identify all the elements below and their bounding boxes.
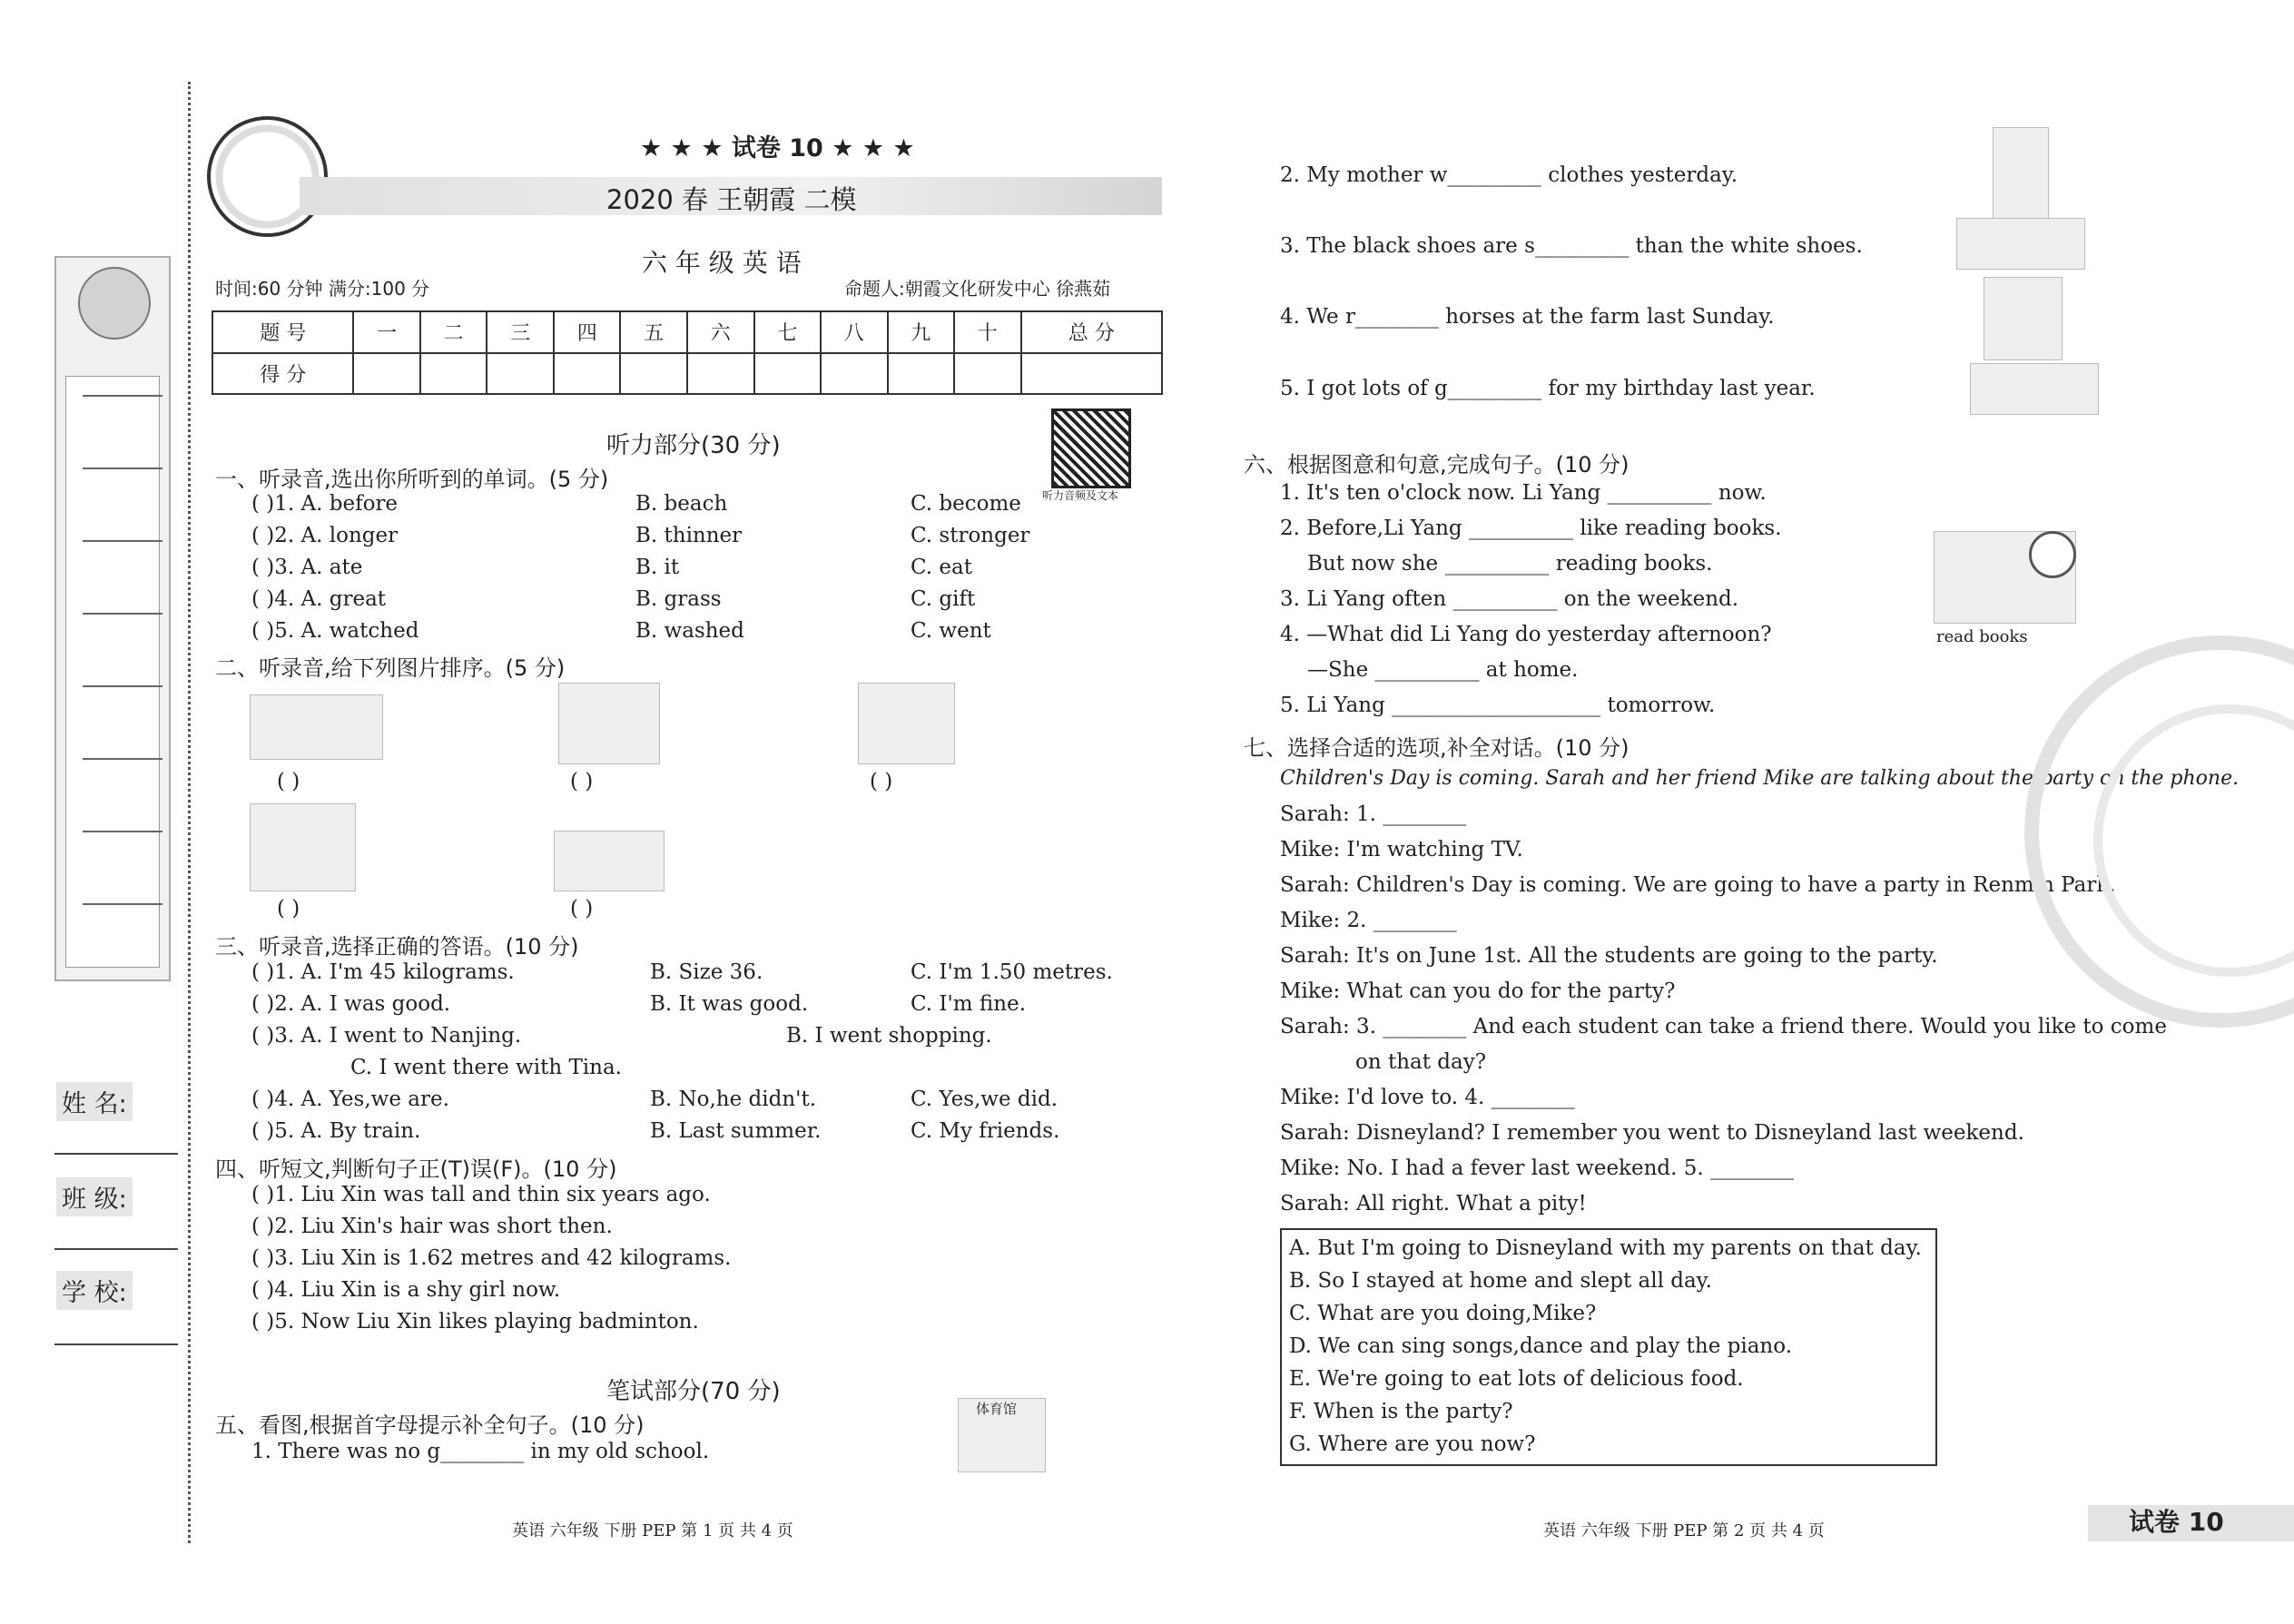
building-picture (554, 831, 665, 891)
score-table (212, 310, 1163, 395)
exam-title: 2020 春 王朝霞 二模 (606, 184, 857, 215)
s3-item-4-b: B. No,he didn't. (650, 1088, 817, 1111)
author-line: 命题人:朝霞文化研发中心 徐燕茹 (844, 278, 1111, 300)
s2-blank-2: ( ) (570, 770, 594, 793)
s2-blank-1: ( ) (277, 770, 300, 793)
picture-caption: read books (1936, 627, 2028, 646)
gifts-picture (1970, 363, 2099, 415)
s2-blank-5: ( ) (570, 897, 594, 920)
qr-code-icon[interactable] (1051, 408, 1131, 488)
option-item: A. But I'm going to Disneyland with my parents on that day. (1289, 1236, 1922, 1260)
paper-number: ★ ★ ★ 试卷 10 ★ ★ ★ (640, 134, 915, 162)
s3-item-5-c: C. My friends. (911, 1119, 1060, 1143)
s3-item-5-b: B. Last summer. (650, 1119, 822, 1143)
watermark-seal-icon (2024, 635, 2294, 1028)
s6-item-3: 3. Li Yang often __________ on the weekend. (1280, 587, 1739, 611)
class-label: 班 级: (56, 1177, 133, 1216)
classroom-picture (858, 683, 955, 764)
scholar-icon (78, 267, 151, 340)
score-head-cell: 二 (420, 311, 487, 353)
side-motto-panel (54, 256, 171, 981)
score-cell[interactable] (754, 353, 822, 395)
s5-item-5: 5. I got lots of g_________ for my birthday last year. (1280, 377, 1816, 400)
score-row-label: 得 分 (212, 353, 353, 395)
score-head-cell: 四 (554, 311, 621, 353)
score-cell[interactable] (353, 353, 420, 395)
horse-riding-picture (1984, 277, 2063, 360)
score-cell[interactable] (620, 353, 687, 395)
dialog-line: Sarah: All right. What a pity! (1280, 1192, 1587, 1216)
s3-item-4-c: C. Yes,we did. (911, 1088, 1058, 1111)
s6-item-2b: But now she __________ reading books. (1307, 552, 1713, 576)
s6-item-4b: —She __________ at home. (1307, 658, 1579, 682)
s1-item-1-b: B. beach (635, 492, 728, 516)
s1-item-4-b: B. grass (635, 587, 722, 611)
s2-blank-3: ( ) (870, 770, 893, 793)
score-head-cell: 三 (487, 311, 554, 353)
dialog-line: Sarah: 1. ________ (1280, 802, 1467, 826)
name-label: 姓 名: (56, 1082, 133, 1121)
score-cell[interactable] (954, 353, 1021, 395)
score-cell[interactable] (888, 353, 955, 395)
s3-item-1-b: B. Size 36. (650, 960, 763, 984)
s1-item-2-b: B. thinner (635, 524, 743, 547)
dialog-line: on that day? (1355, 1050, 1487, 1074)
option-item: D. We can sing songs,dance and play the piano. (1289, 1334, 1792, 1358)
score-cell[interactable] (1021, 353, 1162, 395)
s1-item-2-c: C. stronger (911, 524, 1030, 547)
s4-item-4: ( )4. Liu Xin is a shy girl now. (251, 1278, 561, 1302)
binding-dotted-line (188, 82, 191, 1543)
s6-item-5: 5. Li Yang ____________________ tomorrow. (1280, 694, 1716, 717)
writing-heading: 笔试部分(70 分) (606, 1378, 781, 1405)
score-cell[interactable] (687, 353, 754, 395)
s1-item-4-c: C. gift (911, 587, 976, 611)
s5-item-2: 2. My mother w_________ clothes yesterday. (1280, 163, 1738, 187)
boy-in-park-picture (250, 803, 356, 891)
motto-box (65, 376, 160, 968)
option-item: E. We're going to eat lots of delicious food. (1289, 1367, 1744, 1391)
s6-item-1: 1. It's ten o'clock now. Li Yang __________ now. (1280, 481, 1767, 505)
score-cell[interactable] (554, 353, 621, 395)
score-head-cell: 总 分 (1021, 311, 1162, 353)
score-cell[interactable] (821, 353, 888, 395)
mother-washing-picture (1993, 127, 2049, 224)
dialog-line: Mike: I'd love to. 4. ________ (1280, 1086, 1575, 1109)
s4-item-2: ( )2. Liu Xin's hair was short then. (251, 1215, 613, 1238)
dialog-line: Sarah: It's on June 1st. All the students are going to the party. (1280, 944, 1938, 968)
dialog-intro: Children's Day is coming. Sarah and her friend Mike are talking about the party on the phone. (1280, 767, 2240, 790)
s5-item-4: 4. We r________ horses at the farm last Sunday. (1280, 305, 1775, 329)
dialog-line: Sarah: 3. ________ And each student can take a friend there. Would you like to come (1280, 1015, 2167, 1038)
score-cell[interactable] (487, 353, 554, 395)
section-7-title: 七、选择合适的选项,补全对话。(10 分) (1244, 735, 1629, 761)
option-item: C. What are you doing,Mike? (1289, 1302, 1597, 1325)
s5-item-3: 3. The black shoes are s_________ than the white shoes. (1280, 234, 1863, 258)
footer-left: 英语 六年级 下册 PEP 第 1 页 共 4 页 (512, 1521, 793, 1540)
section-1-title: 一、听录音,选出你所听到的单词。(5 分) (215, 467, 609, 492)
s4-item-5: ( )5. Now Liu Xin likes playing badminton. (251, 1310, 699, 1334)
option-item: B. So I stayed at home and slept all day. (1289, 1269, 1712, 1293)
score-head-cell: 六 (687, 311, 754, 353)
s3-item-4-a: ( )4. A. Yes,we are. (251, 1088, 449, 1111)
dialog-line: Mike: I'm watching TV. (1280, 838, 1523, 861)
s5-item-1: 1. There was no g________ in my old school. (251, 1440, 710, 1463)
dialog-line: Mike: What can you do for the party? (1280, 979, 1676, 1003)
s3-item-2-b: B. It was good. (650, 992, 809, 1016)
footer-right: 英语 六年级 下册 PEP 第 2 页 共 4 页 (1543, 1521, 1825, 1540)
gym-sign: 体育馆 (976, 1401, 1018, 1417)
s3-item-1-c: C. I'm 1.50 metres. (911, 960, 1113, 984)
s1-item-5-a: ( )5. A. watched (251, 619, 419, 643)
score-head-cell: 七 (754, 311, 822, 353)
class-field[interactable] (54, 1248, 178, 1250)
name-field[interactable] (54, 1153, 178, 1155)
s6-item-4: 4. —What did Li Yang do yesterday afternoon? (1280, 623, 1772, 646)
s1-item-1-c: C. become (911, 492, 1021, 516)
s4-item-3: ( )3. Liu Xin is 1.62 metres and 42 kilograms. (251, 1246, 732, 1270)
section-6-title: 六、根据图意和句意,完成句子。(10 分) (1244, 452, 1629, 477)
section-2-title: 二、听录音,给下列图片排序。(5 分) (215, 655, 566, 681)
score-head-cell: 题 号 (212, 311, 353, 353)
score-header-row (212, 311, 1162, 353)
option-item: F. When is the party? (1289, 1400, 1513, 1423)
subject-title: 六 年 级 英 语 (642, 248, 802, 278)
footer-tag: 试卷 10 (2129, 1507, 2224, 1537)
s3-item-2-a: ( )2. A. I was good. (251, 992, 451, 1016)
dialog-line: Mike: 2. ________ (1280, 909, 1457, 932)
s6-item-2: 2. Before,Li Yang __________ like reading books. (1280, 517, 1782, 540)
school-label: 学 校: (56, 1271, 133, 1310)
s1-item-5-c: C. went (911, 619, 991, 643)
score-head-cell: 八 (821, 311, 888, 353)
dialog-line: Sarah: Children's Day is coming. We are going to have a party in Renmin Park. (1280, 873, 2116, 897)
listening-heading: 听力部分(30 分) (606, 432, 781, 459)
s4-item-1: ( )1. Liu Xin was tall and thin six years ago. (251, 1183, 711, 1206)
s1-item-1-a: ( )1. A. before (251, 492, 399, 516)
s1-item-4-a: ( )4. A. great (251, 587, 387, 611)
section-5-title: 五、看图,根据首字母提示补全句子。(10 分) (215, 1412, 645, 1438)
score-head-cell: 五 (620, 311, 687, 353)
s1-item-2-a: ( )2. A. longer (251, 524, 399, 547)
dialog-line: Sarah: Disneyland? I remember you went to Disneyland last weekend. (1280, 1121, 2024, 1145)
s3-item-2-c: C. I'm fine. (911, 992, 1027, 1016)
s2-blank-4: ( ) (277, 897, 300, 920)
two-people-picture (558, 683, 660, 764)
score-head-cell: 一 (353, 311, 420, 353)
s1-item-3-a: ( )3. A. ate (251, 556, 363, 579)
s1-item-3-c: C. eat (911, 556, 972, 579)
school-field[interactable] (54, 1343, 178, 1345)
section-4-title: 四、听短文,判断句子正(T)误(F)。(10 分) (215, 1156, 617, 1182)
s3-item-3-a: ( )3. A. I went to Nanjing. (251, 1024, 522, 1048)
time-score: 时间:60 分钟 满分:100 分 (215, 278, 430, 300)
s1-item-5-b: B. washed (635, 619, 744, 643)
score-cell[interactable] (420, 353, 487, 395)
qr-caption: 听力音频及文本 (1042, 489, 1119, 502)
s3-item-1-a: ( )1. A. I'm 45 kilograms. (251, 960, 515, 984)
s1-item-3-b: B. it (635, 556, 680, 579)
s3-item-3-b: B. I went shopping. (786, 1024, 992, 1048)
option-item: G. Where are you now? (1289, 1432, 1536, 1456)
clock-icon (2029, 531, 2076, 578)
section-3-title: 三、听录音,选择正确的答语。(10 分) (215, 934, 579, 960)
score-head-cell: 十 (954, 311, 1021, 353)
shoes-picture (1956, 218, 2085, 270)
s3-item-5-a: ( )5. A. By train. (251, 1119, 421, 1143)
score-head-cell: 九 (888, 311, 955, 353)
dialog-line: Mike: No. I had a fever last weekend. 5. ________ (1280, 1156, 1795, 1180)
s3-item-3-c: C. I went there with Tina. (350, 1056, 622, 1079)
plane-picture (250, 694, 383, 760)
score-value-row (212, 353, 1162, 395)
